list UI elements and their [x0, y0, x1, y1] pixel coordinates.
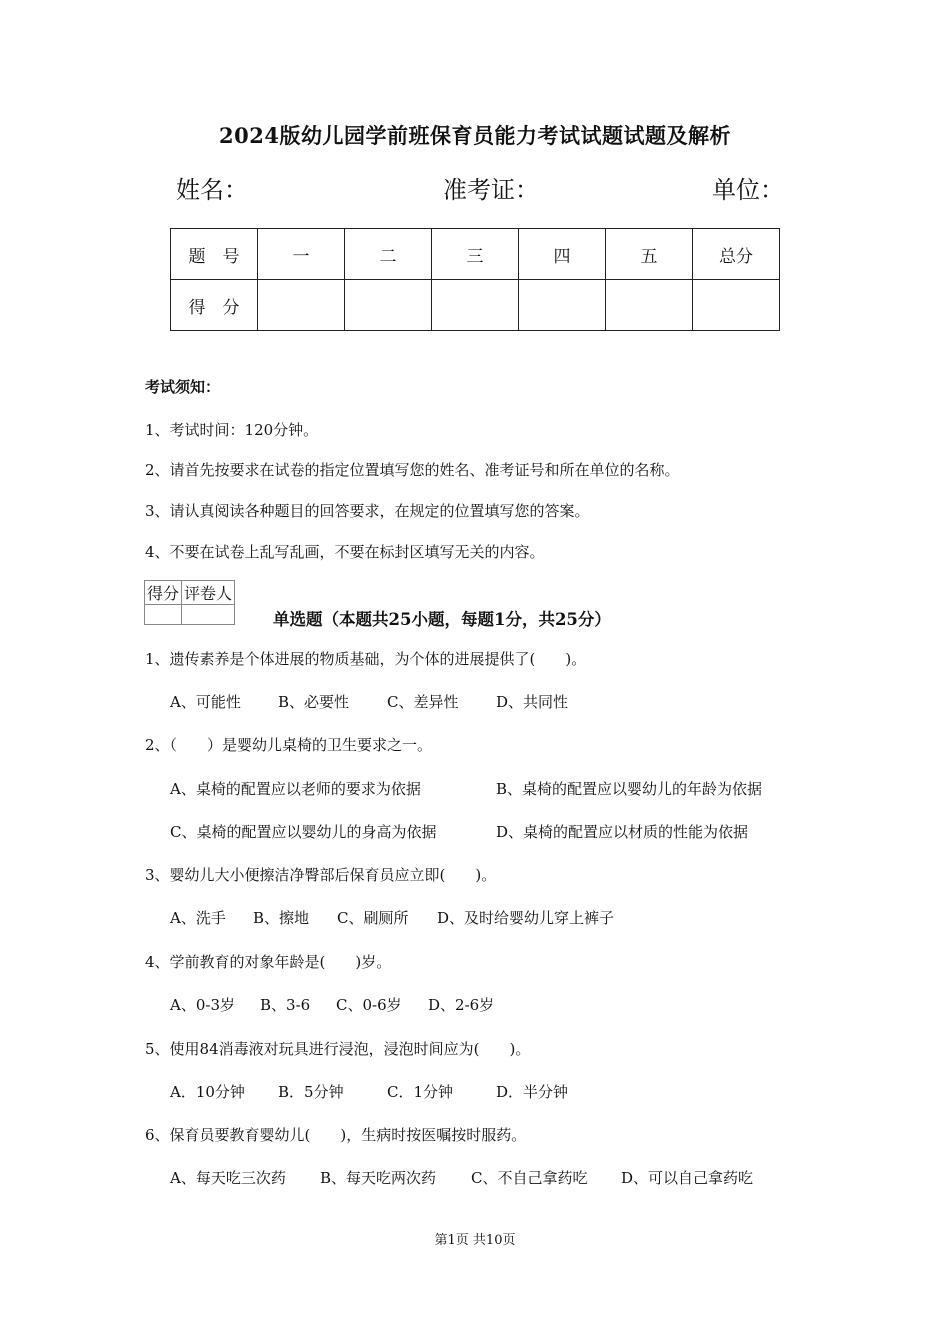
question-option: B、3-6 [260, 996, 311, 1014]
question-option: B、擦地 [253, 909, 310, 927]
question-option: A．10分钟 [170, 1083, 245, 1101]
question-option: B、每天吃两次药 [320, 1169, 437, 1187]
question-option: C．1分钟 [387, 1083, 454, 1101]
question-option: A、0-3岁 [170, 996, 235, 1014]
score-cell-header: 四 [519, 229, 606, 280]
notice-item: 1、考试时间：120分钟。 [145, 421, 319, 439]
question-stem: 5、使用84消毒液对玩具进行浸泡，浸泡时间应为( )。 [145, 1040, 531, 1058]
page-title: 2024版幼儿园学前班保育员能力考试试题试题及解析 [219, 123, 731, 148]
question-option: C、刷厕所 [337, 909, 409, 927]
score-table [170, 228, 780, 331]
score-table-header-row [171, 229, 780, 280]
score-cell-header: 五 [606, 229, 693, 280]
question-stem: 3、婴幼儿大小便擦洁净臀部后保育员应立即( )。 [145, 866, 497, 884]
question-stem: 2、（ ）是婴幼儿桌椅的卫生要求之一。 [145, 736, 433, 754]
score-cell-header: 题 号 [171, 229, 258, 280]
score-cell-blank[interactable] [693, 280, 780, 331]
score-cell-header: 一 [258, 229, 345, 280]
question-option: D、可以自己拿药吃 [621, 1169, 754, 1187]
question-option: B、必要性 [278, 693, 350, 711]
score-cell-header: 三 [432, 229, 519, 280]
score-cell-header: 总分 [693, 229, 780, 280]
question-option: D、及时给婴幼儿穿上裤子 [437, 909, 615, 927]
question-option: C、0-6岁 [336, 996, 402, 1014]
question-option: B、桌椅的配置应以婴幼儿的年龄为依据 [496, 780, 763, 798]
name-label: 姓名： [176, 176, 248, 204]
question-option: A、可能性 [170, 693, 241, 711]
question-stem: 1、遗传素养是个体进展的物质基础，为个体的进展提供了( )。 [145, 650, 587, 668]
question-option: D、桌椅的配置应以材质的性能为依据 [496, 823, 749, 841]
page-footer: 第1页 共10页 [434, 1233, 516, 1248]
score-cell-blank[interactable] [345, 280, 432, 331]
notice-item: 2、请首先按要求在试卷的指定位置填写您的姓名、准考证号和所在单位的名称。 [145, 461, 680, 479]
score-table-score-row [171, 280, 780, 331]
question-option: D、2-6岁 [428, 996, 495, 1014]
grader-box [144, 580, 235, 625]
question-option: C、不自己拿药吃 [471, 1169, 588, 1187]
grader-reviewer-label: 评卷人 [182, 581, 235, 605]
question-option: B．5分钟 [278, 1083, 344, 1101]
question-option: A、洗手 [170, 909, 226, 927]
notice-item: 4、不要在试卷上乱写乱画，不要在标封区填写无关的内容。 [145, 543, 545, 561]
score-row-label: 得 分 [171, 280, 258, 331]
score-cell-blank[interactable] [606, 280, 693, 331]
notice-item: 3、请认真阅读各种题目的回答要求，在规定的位置填写您的答案。 [145, 502, 590, 520]
score-cell-blank[interactable] [519, 280, 606, 331]
grader-reviewer-blank[interactable] [182, 605, 235, 625]
question-option: D．半分钟 [496, 1083, 569, 1101]
question-stem: 4、学前教育的对象年龄是( )岁。 [145, 953, 392, 971]
exam-number-label: 准考证： [443, 176, 539, 204]
question-option: D、共同性 [496, 693, 569, 711]
score-cell-header: 二 [345, 229, 432, 280]
score-cell-blank[interactable] [258, 280, 345, 331]
question-option: C、差异性 [387, 693, 459, 711]
unit-label: 单位： [712, 176, 784, 204]
question-stem: 6、保育员要教育婴幼儿( )，生病时按医嘱按时服药。 [145, 1126, 527, 1144]
grader-score-blank[interactable] [145, 605, 182, 625]
section-title: 单选题（本题共25小题，每题1分，共25分） [273, 610, 611, 629]
question-option: A、每天吃三次药 [170, 1169, 286, 1187]
question-option: A、桌椅的配置应以老师的要求为依据 [170, 780, 421, 798]
notice-title: 考试须知： [145, 378, 221, 396]
question-option: C、桌椅的配置应以婴幼儿的身高为依据 [170, 823, 437, 841]
score-cell-blank[interactable] [432, 280, 519, 331]
grader-score-label: 得分 [145, 581, 182, 605]
